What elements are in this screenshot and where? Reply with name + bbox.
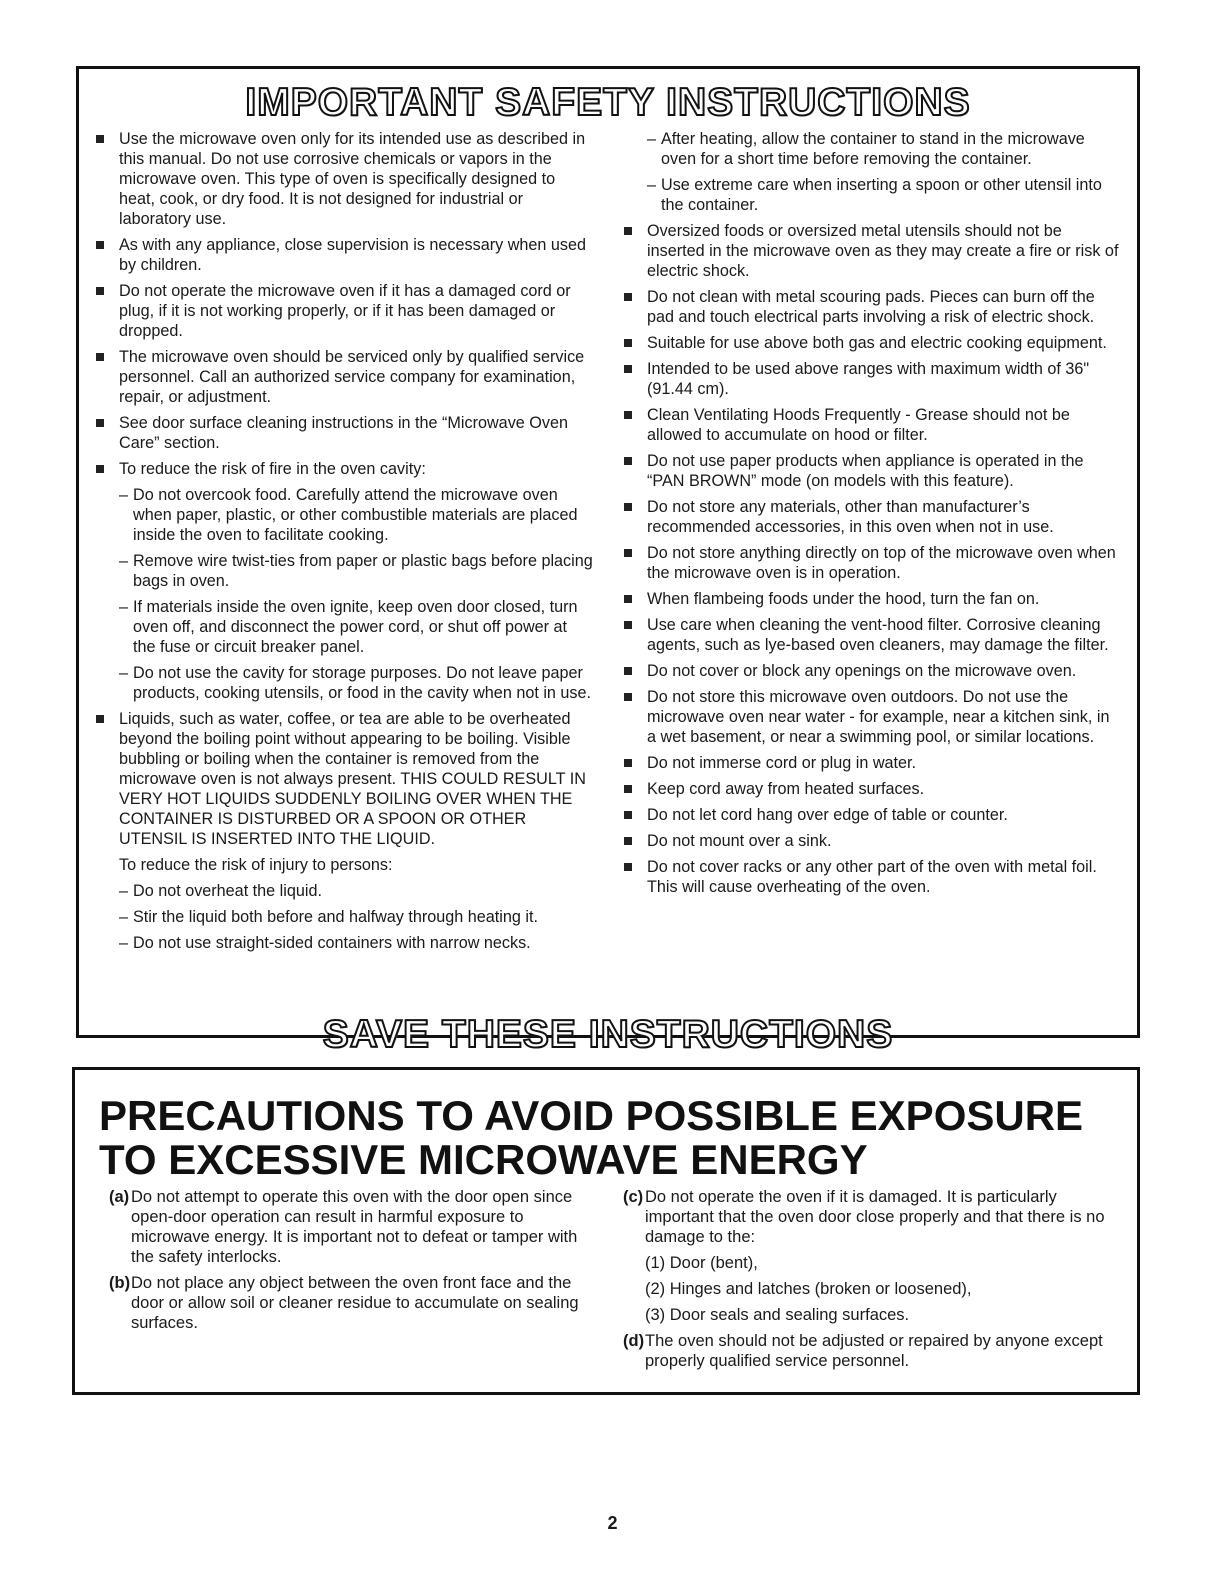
precaution-item	[623, 1331, 1113, 1371]
bullet-item: To reduce the risk of fire in the oven cavity:	[93, 459, 593, 479]
bullet-item: The microwave oven should be serviced only by qualified service personnel. Call an authorized service company for examination, repair, or adjustment.	[93, 347, 593, 407]
dash-item: – Stir the liquid both before and halfway through heating it.	[93, 907, 593, 927]
item-label: (d)	[623, 1332, 645, 1350]
bullet-item: Do not immerse cord or plug in water.	[621, 753, 1121, 773]
bullet-item: Keep cord away from heated surfaces.	[621, 779, 1121, 799]
item-text: Do not operate the oven if it is damaged. It is particularly important that the oven door close properly and that there is no damage to the:	[645, 1188, 1105, 1246]
dash-item: – Do not use straight-sided containers with narrow necks.	[93, 933, 593, 953]
dash-item: – After heating, allow the container to stand in the microwave oven for a short time before removing the container.	[621, 129, 1121, 169]
item-label: (a)	[109, 1188, 130, 1206]
safety-title: IMPORTANT SAFETY INSTRUCTIONS	[245, 81, 971, 124]
bullet-item: As with any appliance, close supervision is necessary when used by children.	[93, 235, 593, 275]
dash-item: – Use extreme care when inserting a spoon or other utensil into the container.	[621, 175, 1121, 215]
save-instructions-title: SAVE THESE INSTRUCTIONS	[322, 1013, 894, 1056]
sub-item: (2) Hinges and latches (broken or loosened),	[645, 1280, 972, 1298]
bullet-item: Do not store this microwave oven outdoors. Do not use the microwave oven near water - for example, near a kitchen sink, in a wet basement, or near a swimming pool, or similar locations.	[621, 687, 1121, 747]
dash-item: – Do not overheat the liquid.	[93, 881, 593, 901]
bullet-item: Do not operate the microwave oven if it has a damaged cord or plug, if it is not working properly, or if it has been damaged or dropped.	[93, 281, 593, 341]
safety-instructions-box	[76, 66, 1140, 1056]
bullet-item: Do not cover racks or any other part of the oven with metal foil. This will cause overheating of the oven.	[621, 857, 1121, 897]
dash-item: – Do not overcook food. Carefully attend the microwave oven when paper, plastic, or other combustible materials are placed inside the oven to facilitate cooking.	[93, 485, 593, 545]
safety-left-column	[93, 129, 593, 959]
bullet-item: Do not store anything directly on top of the microwave oven when the microwave oven is in operation.	[621, 543, 1121, 583]
bullet-item: Clean Ventilating Hoods Frequently - Grease should not be allowed to accumulate on hood or filter.	[621, 405, 1121, 445]
bullet-item: Oversized foods or oversized metal utensils should not be inserted in the microwave oven as they may create a fire or risk of electric shock.	[621, 221, 1121, 281]
safety-right-column	[621, 129, 1121, 903]
dash-item: – Remove wire twist-ties from paper or plastic bags before placing bags in oven.	[93, 551, 593, 591]
paragraph: To reduce the risk of injury to persons:	[119, 856, 393, 874]
bullet-item: Do not mount over a sink.	[621, 831, 1121, 851]
bullet-item: Do not store any materials, other than manufacturer’s recommended accessories, in this oven when not in use.	[621, 497, 1121, 537]
precautions-box	[72, 1067, 1140, 1395]
bullet-item: When flambeing foods under the hood, turn the fan on.	[621, 589, 1121, 609]
bullet-item: Intended to be used above ranges with maximum width of 36" (91.44 cm).	[621, 359, 1121, 399]
bullet-item: Use care when cleaning the vent-hood filter. Corrosive cleaning agents, such as lye-based oven cleaners, may damage the filter.	[621, 615, 1121, 655]
page-number: 2	[607, 1513, 618, 1533]
precautions-title: PRECAUTIONS TO AVOID POSSIBLE EXPOSURE TO EXCESSIVE MICROWAVE ENERGY	[99, 1092, 1084, 1183]
item-text: The oven should not be adjusted or repaired by anyone except properly qualified service personnel.	[645, 1332, 1103, 1370]
bullet-item: See door surface cleaning instructions in the “Microwave Oven Care” section.	[93, 413, 593, 453]
bullet-item: Do not cover or block any openings on the microwave oven.	[621, 661, 1121, 681]
sub-item: (1) Door (bent),	[645, 1254, 758, 1272]
precaution-item	[109, 1187, 579, 1267]
bullet-item: Suitable for use above both gas and electric cooking equipment.	[621, 333, 1121, 353]
bullet-item: Use the microwave oven only for its intended use as described in this manual. Do not use corrosive chemicals or vapors in the microwave oven. This type of oven is specifically designed to heat, cook, or dry food. It is not designed for industrial or laboratory use.	[93, 129, 593, 229]
bullet-item: Do not use paper products when appliance is operated in the “PAN BROWN” mode (on models with this feature).	[621, 451, 1121, 491]
precaution-item	[109, 1273, 579, 1333]
item-label: (b)	[109, 1274, 131, 1292]
sub-item: (3) Door seals and sealing surfaces.	[645, 1306, 910, 1324]
bullet-item: Do not clean with metal scouring pads. Pieces can burn off the pad and touch electrical parts involving a risk of electric shock.	[621, 287, 1121, 327]
precautions-right-column	[623, 1187, 1113, 1377]
dash-item: – Do not use the cavity for storage purposes. Do not leave paper products, cooking utensils, or food in the cavity when not in use.	[93, 663, 593, 703]
dash-item: – If materials inside the oven ignite, keep oven door closed, turn oven off, and disconnect the power cord, or shut off power at the fuse or circuit breaker panel.	[93, 597, 593, 657]
bullet-item: Liquids, such as water, coffee, or tea are able to be overheated beyond the boiling point without appearing to be boiling. Visible bubbling or boiling when the container is removed from the microwave oven is not always present. THIS COULD RESULT IN VERY HOT LIQUIDS SUDDENLY BOILING OVER WHEN THE CONTAINER IS DISTURBED OR A SPOON OR OTHER UTENSIL IS INSERTED INTO THE LIQUID.	[93, 709, 593, 849]
item-text: Do not attempt to operate this oven with the door open since open-door operation can result in harmful exposure to microwave energy. It is important not to defeat or tamper with the safety interlocks.	[131, 1188, 578, 1266]
item-label: (c)	[623, 1188, 644, 1206]
precaution-item	[623, 1187, 1113, 1247]
item-text: Do not place any object between the oven front face and the door or allow soil or cleaner residue to accumulate on sealing surfaces.	[131, 1274, 579, 1332]
precautions-left-column	[109, 1187, 579, 1339]
bullet-item: Do not let cord hang over edge of table or counter.	[621, 805, 1121, 825]
